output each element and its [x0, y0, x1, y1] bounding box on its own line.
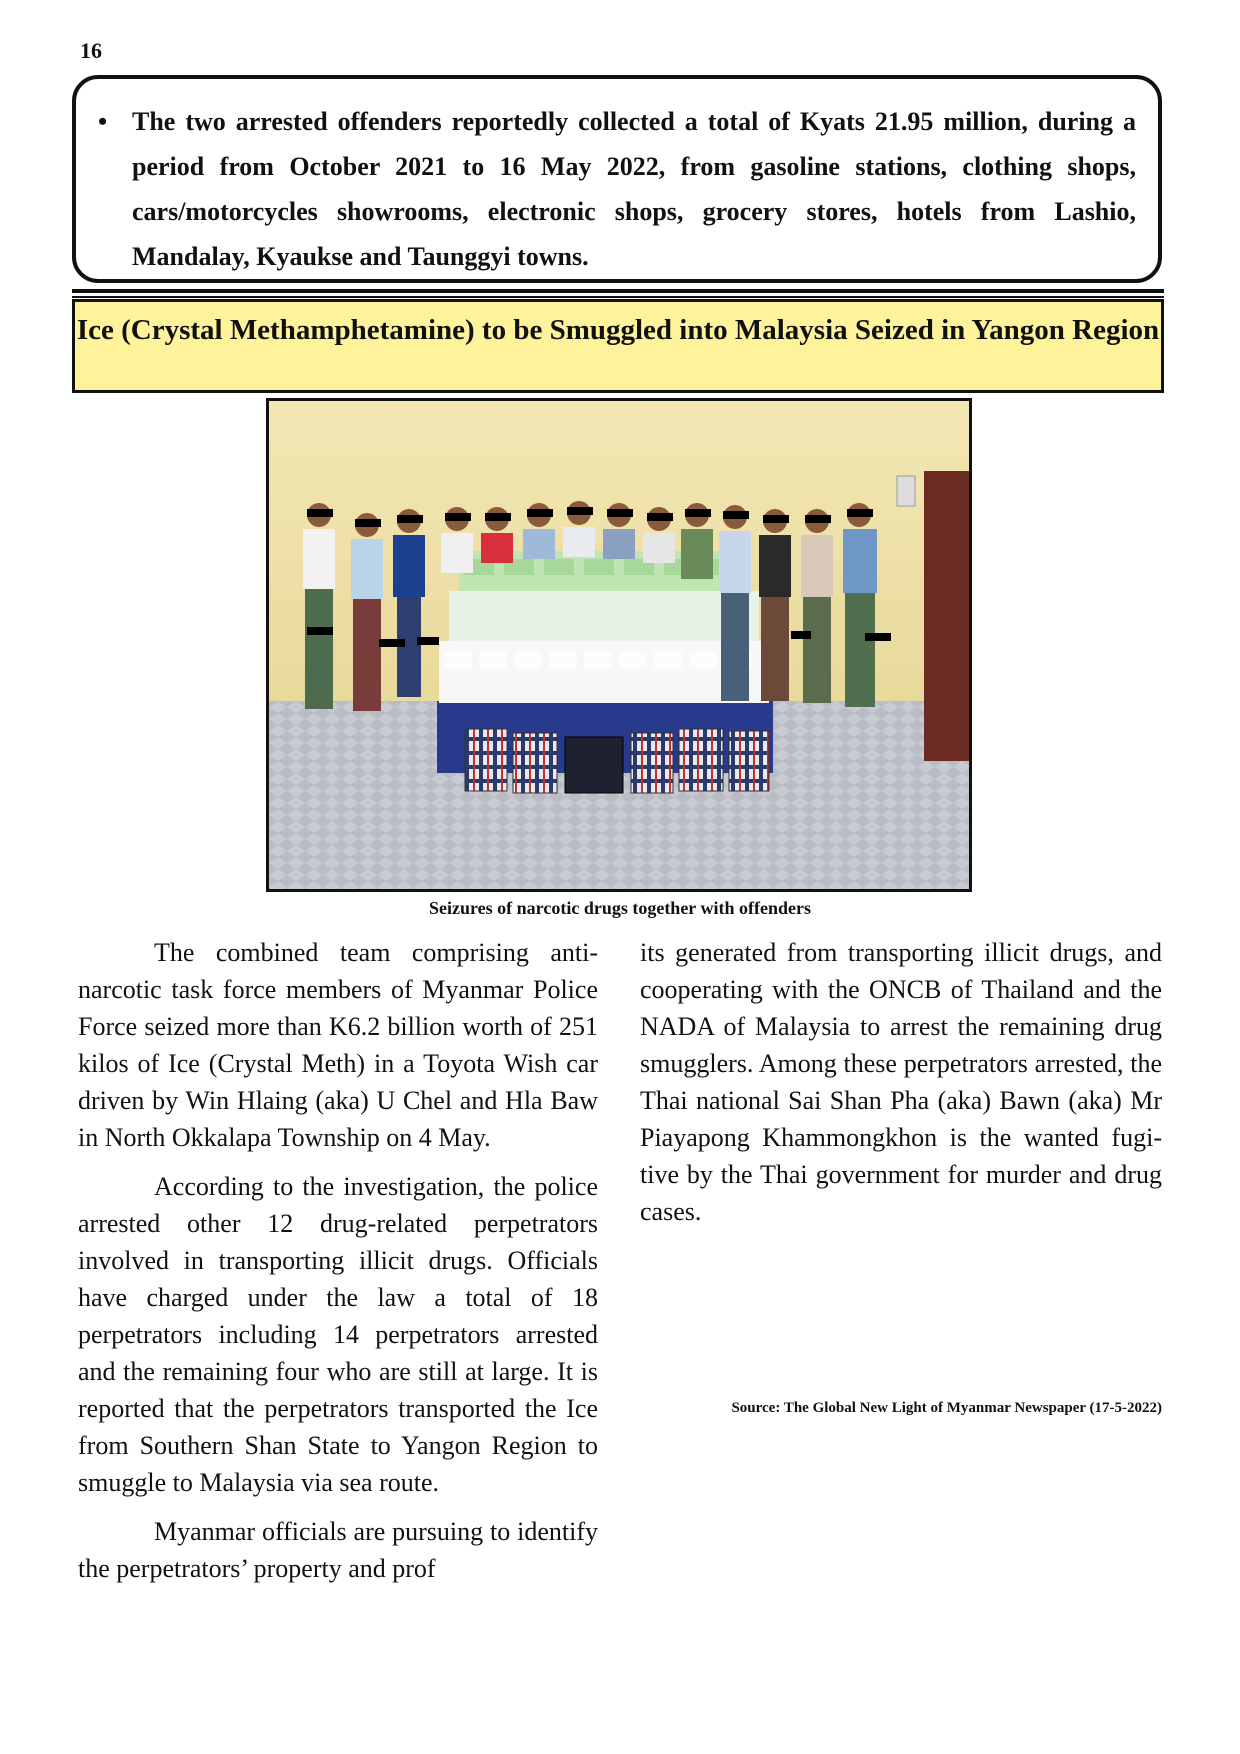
page-number: 16 [80, 38, 102, 63]
article-column-left [78, 934, 598, 1599]
divider-thick [72, 289, 1164, 293]
article-paragraph: According to the investigation, the police arrested other 12 drug-related perpetrators involved in transporting illicit drugs. Officials have charged under the law a total of 18 perpetrators including 14 perpetrators arrested and the remaining four who are still at large. It is reported that the perpetrators transported the Ice from Southern Shan State to Yangon Region to smuggle to Malaysia via sea route. [78, 1172, 598, 1497]
article-headline: Ice (Crystal Methamphetamine) to be Smuggled into Malaysia Seized in Yangon Region [72, 299, 1164, 393]
article-paragraph: Myanmar officials are pursuing to identify the perpetrators’ property and prof [78, 1517, 598, 1583]
article-paragraph: The combined team comprising antinarcotic task force members of Myanmar Police Force seized more than K6.2 billion worth of 251 kilos of Ice (Crystal Meth) in a Toyota Wish car driven by Win Hlaing (aka) U Chel and Hla Baw in North Okkalapa Township on 4 May. [78, 938, 598, 1152]
article-paragraph: its generated from transporting illicit drugs, and cooperating with the ONCB of Thailand and the NADA of Malaysia to arrest the remaining drug smugglers. Among these perpetrators arrested, the Thai national Sai Shan Pha (aka) Bawn (aka) Mr Piayapong Khammongkhon is the wanted fugitive by the Thai government for murder and drug cases. [640, 938, 1162, 1226]
photo-caption: Seizures of narcotic drugs together with offenders [429, 898, 811, 918]
source-credit: Source: The Global New Light of Myanmar Newspaper (17-5-2022) [731, 1400, 1162, 1416]
article-column-right [640, 934, 1162, 1242]
bullet-text: The two arrested offenders reportedly collected a total of Kyats 21.95 million, during a period from October 2021 to 16 May 2022, from gasoline stations, clothing shops, cars/motorcycles showrooms, electronic shops, grocery stores, hotels from Lashio, Mandalay, Kyaukse and Taunggyi towns. [132, 107, 1136, 271]
divider-thin [72, 296, 1164, 298]
article-photo [266, 398, 972, 892]
bullet-box [72, 75, 1162, 283]
bullet-dot-icon: • [98, 107, 108, 136]
